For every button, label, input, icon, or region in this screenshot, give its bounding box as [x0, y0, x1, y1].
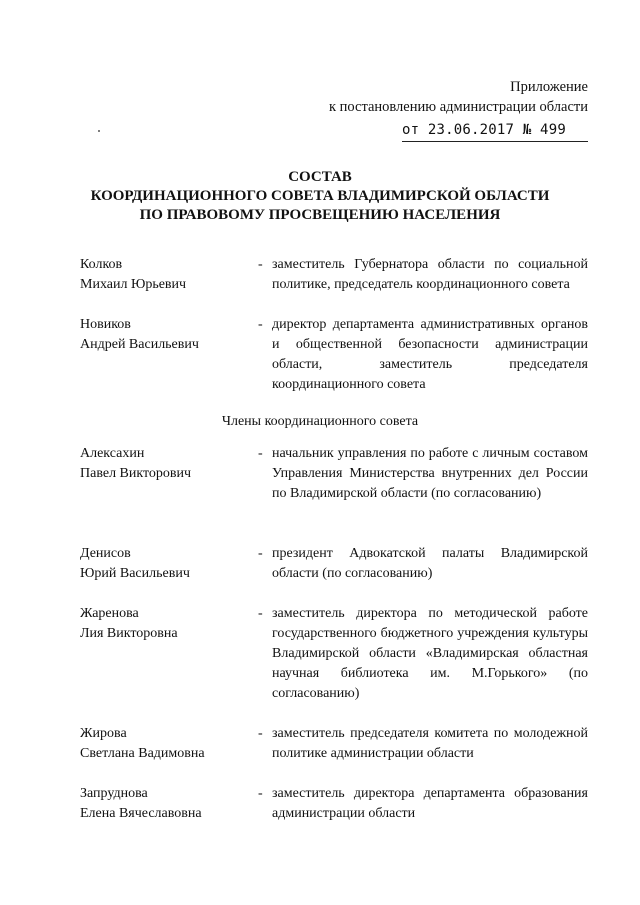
appendix-date-number: от 23.06.2017 № 499 [402, 120, 588, 142]
separator-dash: - [258, 257, 263, 272]
members-heading: Члены координационного совета [221, 414, 419, 429]
member-surname: Колков [80, 257, 123, 272]
separator-dash: - [258, 446, 263, 461]
member-name [80, 444, 250, 484]
title-line-1: СОСТАВ [288, 169, 352, 185]
appendix-header [329, 77, 588, 142]
member-surname: Новиков [80, 317, 131, 332]
separator-dash: - [258, 317, 263, 332]
member-surname: Жирова [80, 726, 127, 741]
member-surname: Жаренова [80, 606, 139, 621]
title-line-3: ПО ПРАВОВОМУ ПРОСВЕЩЕНИЮ НАСЕЛЕНИЯ [139, 207, 501, 223]
member-position: заместитель директора департамента образования администрации области [272, 786, 588, 821]
member-name [80, 255, 250, 295]
member-name [80, 544, 250, 584]
separator-dash: - [258, 786, 263, 801]
member-position: начальник управления по работе с личным составом Управления Министерства внутренних дел России по Владимирской области (по согласованию) [272, 446, 588, 501]
member-position: заместитель председателя комитета по молодежной политике администрации области [272, 726, 588, 761]
appendix-title: Приложение [510, 79, 588, 95]
member-name [80, 784, 250, 824]
member-surname: Денисов [80, 546, 131, 561]
member-position: президент Адвокатской палаты Владимирской области (по согласованию) [272, 546, 588, 581]
member-given-names: Юрий Васильевич [80, 566, 190, 581]
member-given-names: Елена Вячеславовна [80, 806, 202, 821]
member-position: директор департамента административных органов и общественной безопасности администрации области, заместитель председателя координационного совета [272, 317, 588, 392]
member-given-names: Лия Викторовна [80, 626, 178, 641]
scan-speck [98, 130, 100, 132]
separator-dash: - [258, 726, 263, 741]
member-position: заместитель Губернатора области по социальной политике, председатель координационного совета [272, 257, 588, 292]
member-surname: Алексахин [80, 446, 145, 461]
separator-dash: - [258, 606, 263, 621]
member-given-names: Светлана Вадимовна [80, 746, 205, 761]
title-line-2: КООРДИНАЦИОННОГО СОВЕТА ВЛАДИМИРСКОЙ ОБЛАСТИ [90, 188, 550, 204]
member-given-names: Андрей Васильевич [80, 337, 199, 352]
document-title [0, 168, 640, 225]
member-given-names: Михаил Юрьевич [80, 277, 187, 292]
member-position: заместитель директора по методической работе государственного бюджетного учреждения культуры Владимирской области «Владимирская областная научная библиотека им. М.Горького» (по согласованию) [272, 606, 588, 701]
member-name [80, 724, 250, 764]
member-name [80, 315, 250, 355]
member-given-names: Павел Викторович [80, 466, 192, 481]
separator-dash: - [258, 546, 263, 561]
member-name [80, 604, 250, 644]
appendix-reference: к постановлению администрации области [328, 99, 588, 115]
member-surname: Запруднова [80, 786, 148, 801]
